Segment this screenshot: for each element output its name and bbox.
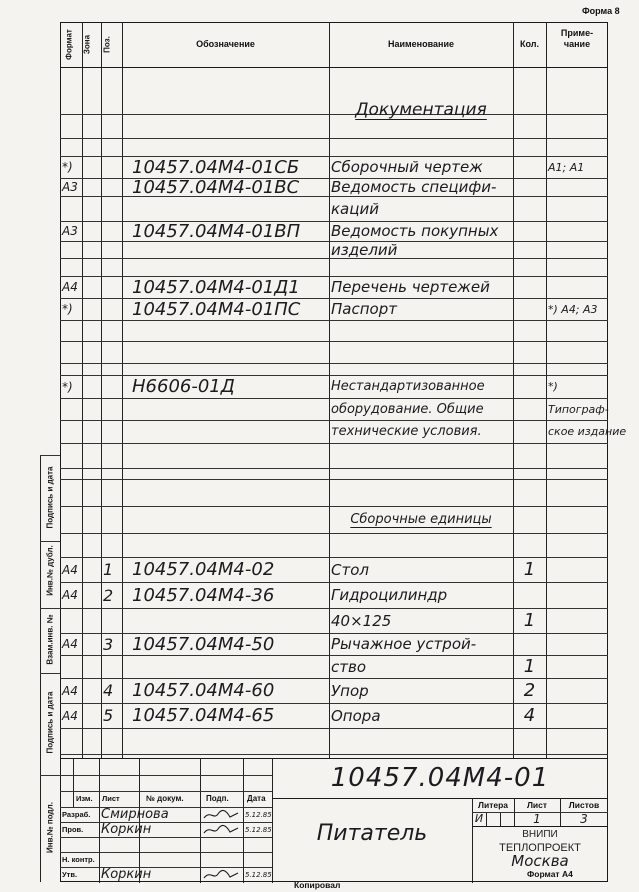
title-role-0-date: 5.12.85 xyxy=(245,811,272,819)
title-role-4-date: 5.12.85 xyxy=(245,871,272,879)
title-role-4-signature xyxy=(202,868,242,882)
row-0-note xyxy=(548,100,606,120)
row-20-pos xyxy=(103,655,120,678)
side-label-vzam-inv: Взам.инв. № xyxy=(45,614,55,665)
title-sheets-value: 3 xyxy=(580,812,588,826)
header-format: Формат xyxy=(64,29,74,60)
row-17-pos: 2 xyxy=(103,585,114,605)
row-14-note xyxy=(548,506,606,533)
row-13-name xyxy=(331,479,511,506)
row-7-format: *) xyxy=(62,302,73,316)
side-label-strip xyxy=(40,455,60,882)
row-12-pos xyxy=(103,443,120,468)
side-label-inv-dubl: Инв.№ дубл. xyxy=(45,545,55,596)
row-11-format xyxy=(62,420,80,443)
title-litera-label: Литера xyxy=(478,800,508,810)
row-5-designation xyxy=(124,241,335,258)
row-14-designation xyxy=(124,506,335,533)
title-role-3-role: Н. контр. xyxy=(62,855,95,864)
row-5-format xyxy=(62,241,80,258)
row-12-designation xyxy=(124,443,335,468)
row-3-pos xyxy=(103,196,120,221)
row-21-note xyxy=(548,678,606,703)
row-15-format xyxy=(62,533,80,557)
title-litera-value: И xyxy=(474,812,484,825)
row-15-name xyxy=(331,533,511,557)
row-9-qty xyxy=(515,375,544,398)
row-5-pos xyxy=(103,241,120,258)
row-5-qty xyxy=(515,241,544,258)
row-14-qty xyxy=(515,506,544,533)
row-8-name xyxy=(331,341,511,363)
footer-format: Формат А4 xyxy=(527,869,573,879)
row-2-qty xyxy=(515,178,544,196)
title-role-2-name xyxy=(101,838,199,852)
row-7-qty xyxy=(515,298,544,320)
row-18-format xyxy=(62,608,80,633)
row-3-designation xyxy=(124,196,335,221)
row-8-note xyxy=(548,341,606,363)
row-22-qty: 4 xyxy=(523,705,536,726)
row-16-designation: 10457.04М4-02 xyxy=(132,559,275,580)
row-21-format: А4 xyxy=(62,683,78,698)
title-role-4-role: Утв. xyxy=(62,870,78,879)
row-7-designation: 10457.04М4-01ПС xyxy=(132,298,301,320)
row-19-qty xyxy=(515,633,544,655)
row-6-pos xyxy=(103,276,120,298)
row-11-pos xyxy=(103,420,120,443)
row-15-note xyxy=(548,533,606,557)
row-20-qty: 1 xyxy=(523,656,536,677)
row-7-note: *) А4; А3 xyxy=(548,302,598,316)
title-role-1-date: 5.12.85 xyxy=(245,826,272,834)
row-4-note xyxy=(548,221,606,241)
row-2-name: Ведомость специфи- xyxy=(331,178,497,196)
row-8-pos xyxy=(103,341,120,363)
row-4-designation: 10457.04М4-01ВП xyxy=(132,220,301,242)
row-21-name: Упор xyxy=(331,681,369,700)
row-2-pos xyxy=(103,178,120,196)
row-20-note xyxy=(548,655,606,678)
header-pos: Поз. xyxy=(102,36,112,53)
row-16-format: А4 xyxy=(62,562,78,577)
row-16-qty: 1 xyxy=(523,559,536,580)
row-12-name xyxy=(331,443,511,468)
row-10-note: Типограф- xyxy=(548,402,609,416)
row-16-note xyxy=(548,557,606,582)
title-role-2-date xyxy=(245,838,272,852)
row-13-designation xyxy=(124,479,335,506)
row-9-pos xyxy=(103,375,120,398)
row-13-qty xyxy=(515,479,544,506)
row-13-format xyxy=(62,479,80,506)
title-col-izm: Изм. xyxy=(76,794,93,803)
row-10-designation xyxy=(124,398,335,420)
title-role-1-name: Коркин xyxy=(101,822,152,837)
row-4-name: Ведомость покупных xyxy=(331,222,499,240)
row-2-note xyxy=(548,178,606,196)
row-16-name: Стол xyxy=(331,560,369,579)
row-15-designation xyxy=(124,533,335,557)
row-11-name: технические условия. xyxy=(331,424,482,439)
row-17-designation: 10457.04М4-36 xyxy=(132,584,275,606)
title-col-sign: Подп. xyxy=(206,794,229,803)
row-22-designation: 10457.04М4-65 xyxy=(132,705,275,726)
row-10-qty xyxy=(515,398,544,420)
row-17-note xyxy=(548,582,606,608)
title-product-name: Питатель xyxy=(316,821,428,846)
row-21-designation: 10457.04М4-60 xyxy=(132,680,275,701)
row-12-note xyxy=(548,443,606,468)
title-role-3-date xyxy=(245,853,272,867)
row-1-note: А1; А1 xyxy=(548,160,585,174)
row-6-name: Перечень чертежей xyxy=(331,278,490,296)
row-1-name: Сборочный чертеж xyxy=(331,158,483,176)
row-9-designation: Н6606-01Д xyxy=(132,376,235,397)
row-11-designation xyxy=(124,420,335,443)
row-0-designation xyxy=(124,100,335,120)
row-11-note: ское издание xyxy=(548,425,627,438)
row-3-note xyxy=(548,196,606,221)
title-block xyxy=(60,758,608,882)
row-1-designation: 10457.04М4-01СБ xyxy=(132,156,300,178)
row-4-pos xyxy=(103,221,120,241)
title-col-date: Дата xyxy=(247,794,266,803)
row-17-name: Гидроцилиндр xyxy=(331,586,448,604)
row-6-note xyxy=(548,276,606,298)
row-19-pos: 3 xyxy=(103,634,114,654)
row-4-format: А3 xyxy=(62,224,78,238)
title-col-list: Лист xyxy=(102,794,120,803)
row-2-designation: 10457.04М4-01ВС xyxy=(132,176,300,198)
side-label-inv-podl: Инв.№ подл. xyxy=(45,802,55,853)
row-3-format xyxy=(62,196,80,221)
row-4-qty xyxy=(515,221,544,241)
title-doc-number: 10457.04М4-01 xyxy=(330,763,550,793)
title-role-3-name xyxy=(101,853,199,867)
row-13-note xyxy=(548,479,606,506)
row-1-pos xyxy=(103,156,120,178)
row-2-format: А3 xyxy=(62,180,78,194)
row-1-qty xyxy=(515,156,544,178)
row-6-format: А4 xyxy=(62,280,78,294)
row-0-qty xyxy=(515,100,544,120)
row-18-name: 40×125 xyxy=(331,611,392,630)
row-7-pos xyxy=(103,298,120,320)
row-20-format xyxy=(62,655,80,678)
row-8-designation xyxy=(124,341,335,363)
title-org-line1: ВНИПИ xyxy=(522,829,558,840)
title-sheet-label: Лист xyxy=(526,800,548,810)
row-7-name: Паспорт xyxy=(331,300,397,318)
row-17-qty xyxy=(515,582,544,608)
row-8-qty xyxy=(515,341,544,363)
row-22-note xyxy=(548,703,606,728)
row-8-format xyxy=(62,341,80,363)
row-9-name: Нестандартизованное xyxy=(331,379,485,394)
header-name: Наименование xyxy=(387,39,455,49)
title-org-city: Москва xyxy=(511,852,569,870)
row-9-note: *) xyxy=(548,380,558,393)
side-label-sig-date-top: Подпись и дата xyxy=(45,466,55,529)
title-org-line2: ТЕПЛОПРОЕКТ xyxy=(499,842,581,854)
row-17-format: А4 xyxy=(62,588,78,602)
row-6-qty xyxy=(515,276,544,298)
row-10-pos xyxy=(103,398,120,420)
row-10-name: оборудование. Общие xyxy=(331,401,484,417)
row-20-name: ство xyxy=(331,657,367,676)
row-3-name: каций xyxy=(331,199,379,218)
title-role-1-signature xyxy=(202,823,242,837)
row-5-name: изделий xyxy=(331,240,398,259)
row-19-format: А4 xyxy=(62,637,78,651)
row-21-pos: 4 xyxy=(103,681,114,700)
row-13-pos xyxy=(103,479,120,506)
footer-copied: Копировал xyxy=(294,880,341,890)
row-6-designation: 10457.04М4-01Д1 xyxy=(132,276,300,298)
row-18-designation xyxy=(124,608,335,633)
row-14-format xyxy=(62,506,80,533)
title-role-2-role xyxy=(62,838,99,852)
row-21-qty: 2 xyxy=(523,680,536,701)
row-18-note xyxy=(548,608,606,633)
row-18-qty: 1 xyxy=(523,610,536,631)
header-note: Приме- чание xyxy=(560,28,594,49)
title-role-0-signature xyxy=(202,808,242,822)
title-role-0-role: Разраб. xyxy=(62,810,91,819)
spec-header xyxy=(60,22,608,68)
row-9-format: *) xyxy=(62,379,73,394)
row-12-format xyxy=(62,443,80,468)
row-19-designation: 10457.04М4-50 xyxy=(132,633,275,655)
row-5-note xyxy=(548,241,606,258)
row-15-qty xyxy=(515,533,544,557)
header-qty: Кол. xyxy=(520,39,539,49)
row-0-pos xyxy=(103,100,120,120)
row-22-pos: 5 xyxy=(103,706,114,725)
row-22-name: Опора xyxy=(331,706,381,725)
title-sheets-label: Листов xyxy=(568,800,600,810)
row-14-name: Сборочные единицы xyxy=(350,512,492,527)
header-designation: Обозначение xyxy=(196,39,255,49)
side-label-sig-date-bottom: Подпись и дата xyxy=(45,691,55,754)
row-20-designation xyxy=(124,655,335,678)
header-zone: Зона xyxy=(82,34,92,55)
title-role-0-name: Смирнова xyxy=(101,807,169,822)
row-22-format: А4 xyxy=(62,708,78,723)
row-3-qty xyxy=(515,196,544,221)
row-18-pos xyxy=(103,608,120,633)
row-12-qty xyxy=(515,443,544,468)
form-label: Форма 8 xyxy=(582,6,620,16)
row-10-format xyxy=(62,398,80,420)
title-role-1-role: Пров. xyxy=(62,825,84,834)
row-19-note xyxy=(548,633,606,655)
title-col-doc-no: № докум. xyxy=(146,794,184,803)
title-sheet-value: 1 xyxy=(533,812,541,826)
row-1-format: *) xyxy=(62,160,73,174)
row-14-pos xyxy=(103,506,120,533)
row-0-format xyxy=(62,100,80,120)
row-15-pos xyxy=(103,533,120,557)
row-19-name: Рычажное устрой- xyxy=(331,635,477,653)
row-16-pos: 1 xyxy=(103,560,114,579)
title-role-4-name: Коркин xyxy=(101,867,152,882)
row-0-name: Документация xyxy=(355,100,487,120)
row-11-qty xyxy=(515,420,544,443)
